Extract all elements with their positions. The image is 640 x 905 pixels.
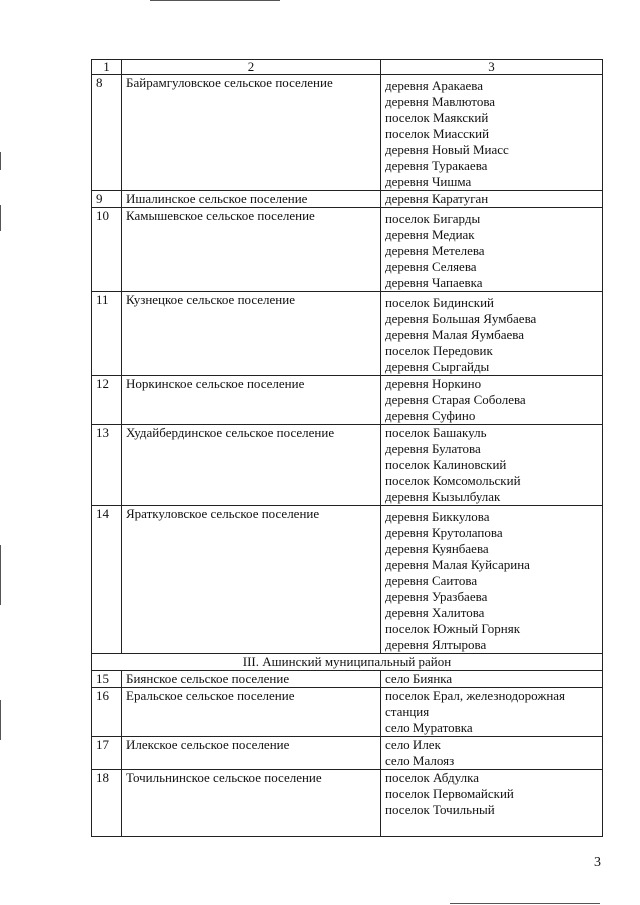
place-item: деревня Халитова <box>385 605 485 620</box>
places-cell <box>381 688 603 737</box>
settlement-name: Точильнинское сельское поселение <box>122 770 381 837</box>
settlement-name: Байрамгуловское сельское поселение <box>122 75 381 191</box>
places-cell <box>381 425 603 506</box>
place-item: деревня Малая Куйсарина <box>385 557 530 572</box>
row-number: 10 <box>92 208 122 292</box>
place-item: поселок Калиновский <box>385 457 507 472</box>
place-item: поселок Первомайский <box>385 786 514 801</box>
scan-mark <box>0 205 1 231</box>
settlement-name: Еральское сельское поселение <box>122 688 381 737</box>
place-item: поселок Бидинский <box>385 295 494 310</box>
place-item: поселок Маякский <box>385 110 489 125</box>
places-cell <box>381 737 603 770</box>
places-list <box>385 295 598 375</box>
place-item: поселок Миасский <box>385 126 490 141</box>
row-number: 15 <box>92 671 122 688</box>
places-cell <box>381 191 603 208</box>
place-item: деревня Метелева <box>385 243 485 258</box>
place-item: поселок Передовик <box>385 343 493 358</box>
row-number: 13 <box>92 425 122 506</box>
scan-mark <box>450 903 600 904</box>
places-cell <box>381 506 603 654</box>
row-number: 17 <box>92 737 122 770</box>
place-item: деревня Селяева <box>385 259 477 274</box>
section-title: III. Ашинский муниципальный район <box>92 654 603 671</box>
place-item: деревня Сыргайды <box>385 359 490 374</box>
place-item: деревня Большая Яумбаева <box>385 311 537 326</box>
row-number: 9 <box>92 191 122 208</box>
settlements-table <box>91 59 603 837</box>
place-item: поселок Южный Горняк <box>385 621 521 636</box>
places-cell <box>381 770 603 837</box>
row-number: 8 <box>92 75 122 191</box>
places-list <box>385 211 598 291</box>
section-row-group <box>92 654 603 671</box>
places-list <box>385 770 598 818</box>
settlement-name: Норкинское сельское поселение <box>122 376 381 425</box>
place-item: деревня Новый Миасс <box>385 142 509 157</box>
place-item: деревня Ялтырова <box>385 637 487 652</box>
table-row <box>92 770 603 837</box>
places-cell <box>381 208 603 292</box>
row-number: 14 <box>92 506 122 654</box>
place-item: деревня Чишма <box>385 174 472 189</box>
table-header-row <box>92 60 603 75</box>
settlement-name: Биянское сельское поселение <box>122 671 381 688</box>
page-number: 3 <box>594 855 601 870</box>
place-item: село Илек <box>385 737 441 752</box>
table-row <box>92 671 603 688</box>
table-row <box>92 75 603 191</box>
table-row <box>92 208 603 292</box>
place-item: деревня Крутолапова <box>385 525 503 540</box>
settlement-name: Худайбердинское сельское поселение <box>122 425 381 506</box>
place-item: деревня Биккулова <box>385 509 490 524</box>
place-item: деревня Булатова <box>385 441 481 456</box>
places-list <box>385 425 598 505</box>
place-item: деревня Куянбаева <box>385 541 489 556</box>
table-row <box>92 376 603 425</box>
places-cell <box>381 671 603 688</box>
column-header: 2 <box>122 60 381 75</box>
place-item: деревня Туракаева <box>385 158 488 173</box>
place-item: деревня Кызылбулак <box>385 489 501 504</box>
table-row <box>92 292 603 376</box>
places-list <box>385 509 598 653</box>
place-item: деревня Мавлютова <box>385 94 496 109</box>
column-header: 3 <box>381 60 603 75</box>
row-number: 18 <box>92 770 122 837</box>
table-row <box>92 425 603 506</box>
settlement-name: Кузнецкое сельское поселение <box>122 292 381 376</box>
place-item: село Муратовка <box>385 720 473 735</box>
table-row <box>92 506 603 654</box>
place-item: поселок Абдулка <box>385 770 479 785</box>
column-header: 1 <box>92 60 122 75</box>
places-list <box>385 671 598 687</box>
settlement-name: Ишалинское сельское поселение <box>122 191 381 208</box>
row-number: 16 <box>92 688 122 737</box>
place-item: село Биянка <box>385 671 453 686</box>
places-list <box>385 688 598 736</box>
table-body-upper <box>92 60 603 654</box>
places-list <box>385 737 598 769</box>
scan-mark <box>150 0 280 1</box>
section-row <box>92 654 603 671</box>
place-item: деревня Чапаевка <box>385 275 483 290</box>
row-number: 11 <box>92 292 122 376</box>
row-number: 12 <box>92 376 122 425</box>
scan-mark <box>0 545 1 605</box>
place-item: поселок Точильный <box>385 802 495 817</box>
place-item: деревня Норкино <box>385 376 482 391</box>
settlement-name: Камышевское сельское поселение <box>122 208 381 292</box>
places-cell <box>381 376 603 425</box>
table-body-lower <box>92 671 603 837</box>
place-item: деревня Уразбаева <box>385 589 488 604</box>
table-row <box>92 688 603 737</box>
place-item: поселок Башакуль <box>385 425 487 440</box>
place-item: деревня Малая Яумбаева <box>385 327 525 342</box>
place-item: деревня Медиак <box>385 227 475 242</box>
place-item: деревня Суфино <box>385 408 476 423</box>
scan-mark <box>0 152 1 170</box>
place-item: деревня Аракаева <box>385 78 484 93</box>
place-item: поселок Комсомольский <box>385 473 521 488</box>
place-item: деревня Саитова <box>385 573 478 588</box>
place-item: поселок Бигарды <box>385 211 481 226</box>
place-item: село Малояз <box>385 753 455 768</box>
place-item: деревня Старая Соболева <box>385 392 526 407</box>
place-item: поселок Ерал, железнодорожная станция <box>385 688 566 719</box>
places-list <box>385 376 598 424</box>
table-row <box>92 737 603 770</box>
places-cell <box>381 292 603 376</box>
places-list <box>385 78 598 190</box>
scan-mark <box>0 700 1 740</box>
settlement-name: Яраткуловское сельское поселение <box>122 506 381 654</box>
places-list <box>385 191 598 207</box>
places-cell <box>381 75 603 191</box>
place-item: деревня Каратуган <box>385 191 489 206</box>
settlement-name: Илекское сельское поселение <box>122 737 381 770</box>
table-row <box>92 191 603 208</box>
